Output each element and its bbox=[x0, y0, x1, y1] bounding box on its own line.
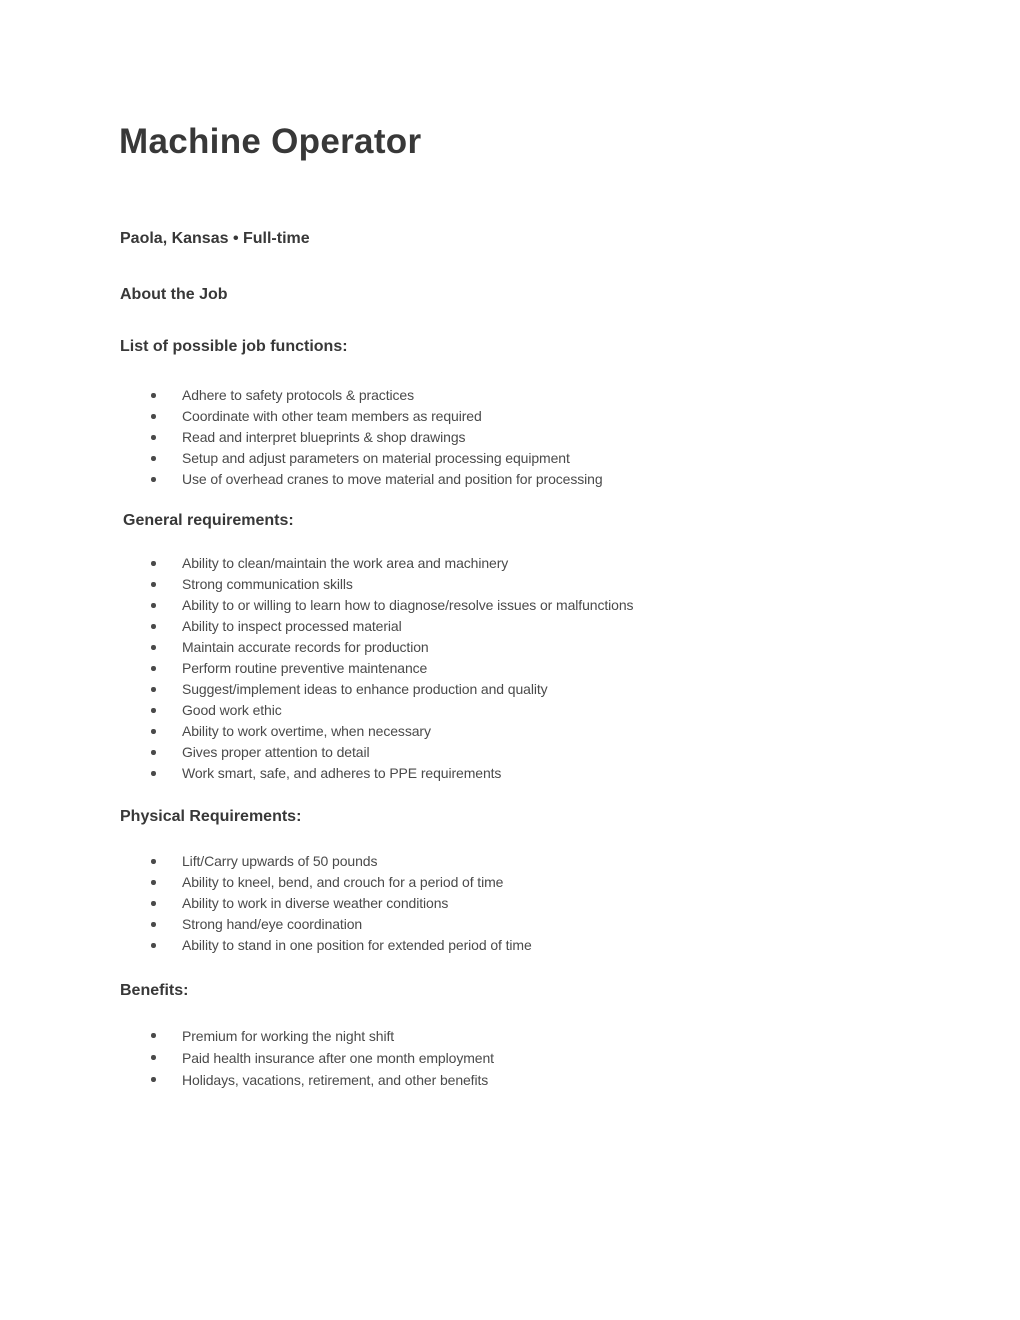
list-item-text: Adhere to safety protocols & practices bbox=[182, 387, 414, 403]
bullet-icon bbox=[151, 645, 156, 650]
bullet-icon bbox=[151, 582, 156, 587]
bullet-icon bbox=[151, 729, 156, 734]
bullet-icon bbox=[151, 771, 156, 776]
bullet-icon bbox=[151, 1077, 156, 1082]
list-item-text: Ability to stand in one position for extended period of time bbox=[182, 937, 532, 953]
general-requirements-list bbox=[120, 553, 633, 784]
list-item-text: Perform routine preventive maintenance bbox=[182, 660, 428, 676]
list-item-text: Coordinate with other team members as required bbox=[182, 408, 482, 424]
list-item bbox=[120, 700, 633, 721]
benefits-list bbox=[120, 1025, 494, 1091]
list-item-text: Ability to or willing to learn how to diagnose/resolve issues or malfunctions bbox=[182, 597, 634, 613]
bullet-icon bbox=[151, 435, 156, 440]
list-item-text: Ability to work overtime, when necessary bbox=[182, 723, 431, 739]
list-item bbox=[120, 893, 532, 914]
list-item-text: Gives proper attention to detail bbox=[182, 744, 370, 760]
list-item-text: Good work ethic bbox=[182, 702, 282, 718]
list-item bbox=[120, 427, 603, 448]
job-functions-list bbox=[120, 385, 603, 490]
bullet-icon bbox=[151, 1033, 156, 1038]
list-item-text: Lift/Carry upwards of 50 pounds bbox=[182, 853, 378, 869]
section-heading-physical-requirements: Physical Requirements: bbox=[120, 808, 302, 825]
section-heading-benefits: Benefits: bbox=[120, 982, 189, 999]
list-item-text: Ability to kneel, bend, and crouch for a period of time bbox=[182, 874, 504, 890]
list-item bbox=[120, 679, 633, 700]
list-item-text: Paid health insurance after one month employment bbox=[182, 1050, 494, 1066]
physical-requirements-list bbox=[120, 851, 532, 956]
list-item bbox=[120, 721, 633, 742]
list-item bbox=[120, 872, 532, 893]
bullet-icon bbox=[151, 414, 156, 419]
list-item-text: Ability to clean/maintain the work area and machinery bbox=[182, 555, 509, 571]
list-item-text: Suggest/implement ideas to enhance production and quality bbox=[182, 681, 548, 697]
location-line: Paola, Kansas • Full-time bbox=[120, 230, 310, 247]
list-item bbox=[120, 851, 532, 872]
bullet-icon bbox=[151, 666, 156, 671]
bullet-icon bbox=[151, 1055, 156, 1060]
bullet-icon bbox=[151, 477, 156, 482]
section-heading-about: About the Job bbox=[120, 286, 228, 303]
list-item-text: Use of overhead cranes to move material and position for processing bbox=[182, 471, 603, 487]
list-item-text: Ability to work in diverse weather conditions bbox=[182, 895, 449, 911]
list-item-text: Strong hand/eye coordination bbox=[182, 916, 363, 932]
section-heading-general-requirements: General requirements: bbox=[123, 512, 294, 529]
list-item-text: Setup and adjust parameters on material processing equipment bbox=[182, 450, 570, 466]
list-item bbox=[120, 1069, 494, 1091]
list-item-text: Maintain accurate records for production bbox=[182, 639, 429, 655]
page-title: Machine Operator bbox=[119, 122, 422, 161]
bullet-icon bbox=[151, 456, 156, 461]
bullet-icon bbox=[151, 750, 156, 755]
section-heading-job-functions: List of possible job functions: bbox=[120, 338, 348, 355]
bullet-icon bbox=[151, 393, 156, 398]
list-item bbox=[120, 637, 633, 658]
bullet-icon bbox=[151, 943, 156, 948]
list-item bbox=[120, 742, 633, 763]
list-item-text: Premium for working the night shift bbox=[182, 1028, 395, 1044]
list-item bbox=[120, 763, 633, 784]
list-item bbox=[120, 1025, 494, 1047]
bullet-icon bbox=[151, 687, 156, 692]
list-item bbox=[120, 553, 633, 574]
list-item bbox=[120, 616, 633, 637]
bullet-icon bbox=[151, 603, 156, 608]
list-item bbox=[120, 574, 633, 595]
bullet-icon bbox=[151, 624, 156, 629]
list-item bbox=[120, 935, 532, 956]
list-item bbox=[120, 1047, 494, 1069]
list-item bbox=[120, 914, 532, 935]
list-item-text: Ability to inspect processed material bbox=[182, 618, 402, 634]
bullet-icon bbox=[151, 922, 156, 927]
bullet-icon bbox=[151, 880, 156, 885]
bullet-icon bbox=[151, 901, 156, 906]
bullet-icon bbox=[151, 708, 156, 713]
list-item bbox=[120, 595, 633, 616]
list-item bbox=[120, 658, 633, 679]
list-item bbox=[120, 406, 603, 427]
list-item bbox=[120, 385, 603, 406]
list-item-text: Strong communication skills bbox=[182, 576, 353, 592]
list-item-text: Holidays, vacations, retirement, and other benefits bbox=[182, 1072, 489, 1088]
list-item bbox=[120, 448, 603, 469]
list-item bbox=[120, 469, 603, 490]
list-item-text: Read and interpret blueprints & shop drawings bbox=[182, 429, 466, 445]
bullet-icon bbox=[151, 561, 156, 566]
bullet-icon bbox=[151, 859, 156, 864]
list-item-text: Work smart, safe, and adheres to PPE requirements bbox=[182, 765, 502, 781]
